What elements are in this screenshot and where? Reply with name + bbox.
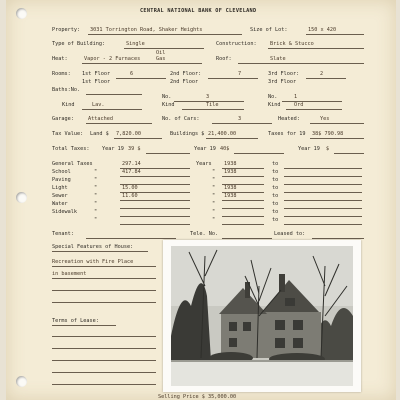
- assess-years: 1938: [224, 185, 237, 191]
- year2-value: 40$: [220, 146, 230, 152]
- assess-amount: 297.14: [122, 161, 141, 167]
- assess-label: Paving: [52, 177, 71, 183]
- leased-label: Leased to:: [274, 231, 306, 237]
- assess-to: to: [272, 185, 279, 191]
- assess-to: to: [272, 209, 279, 215]
- baths-kind-value: Lav.: [92, 102, 105, 108]
- assess-to: to: [272, 201, 279, 207]
- ditto-mark: ": [94, 217, 98, 223]
- punch-hole: [16, 376, 27, 387]
- total-taxes-label: Total Taxes:: [52, 146, 90, 152]
- tax-value-label: Tax Value:: [52, 131, 84, 137]
- rooms-3rd-label: 3rd Floor:: [268, 71, 300, 77]
- baths-kind2-value: Tile: [206, 102, 219, 108]
- lot-size-label: Size of Lot:: [250, 27, 288, 33]
- ditto-mark: ": [94, 209, 98, 215]
- garage-label: Garage:: [52, 116, 74, 122]
- ditto-mark: ": [212, 201, 216, 207]
- ditto-mark: ": [94, 193, 98, 199]
- house-photo: [171, 246, 353, 386]
- assess-amount: 417.84: [122, 169, 141, 175]
- heat-fuel-note: Oil: [156, 50, 166, 56]
- baths-kind2-label: Kind: [162, 102, 175, 108]
- roof-label: Roof:: [216, 56, 232, 62]
- house-photo-mount: [163, 240, 361, 392]
- punch-hole: [16, 192, 27, 203]
- rooms-2nd-label: 2nd Floor:: [170, 71, 202, 77]
- year3-value: $: [326, 146, 330, 152]
- ditto-mark: ": [212, 177, 216, 183]
- ditto-mark: ": [212, 217, 216, 223]
- rooms-1st-label-2: 1st Floor: [82, 79, 111, 85]
- baths-no2-value: 3: [206, 94, 210, 100]
- assess-label: Sidewalk: [52, 209, 77, 215]
- assess-label: General Taxes: [52, 161, 93, 167]
- buildings-label: Buildings $: [170, 131, 205, 137]
- baths-kind-label: Kind: [62, 102, 75, 108]
- assess-label: Water: [52, 201, 68, 207]
- baths-kind3-label: Kind: [268, 102, 281, 108]
- tenant-label: Tenant:: [52, 231, 74, 237]
- assess-to: to: [272, 169, 279, 175]
- buildings-value: 21,400.00: [208, 131, 237, 137]
- rooms-3rd-value: 2: [320, 71, 324, 77]
- house-photo-image: [171, 246, 353, 386]
- lot-size-value: 150 x 420: [308, 27, 337, 33]
- special-features-label: Special Features of House:: [52, 244, 134, 250]
- land-value: 7,820.00: [116, 131, 141, 137]
- property-label: Property:: [52, 27, 81, 33]
- assess-amount: 15.00: [122, 185, 138, 191]
- cars-value: 3: [238, 116, 242, 122]
- assess-amount: 11.60: [122, 193, 138, 199]
- tele-label: Tele. No.: [190, 231, 219, 237]
- rooms-1st-value: 6: [130, 71, 134, 77]
- assess-years: 1938: [224, 193, 237, 199]
- assess-label: Sewer: [52, 193, 68, 199]
- land-label: Land $: [90, 131, 109, 137]
- building-type-value: Single: [126, 41, 145, 47]
- selling-price: Selling Price $ 35,000.00: [158, 394, 237, 400]
- ditto-mark: ": [212, 209, 216, 215]
- assess-to: to: [272, 177, 279, 183]
- ditto-mark: ": [94, 177, 98, 183]
- construction-value: Brick & Stucco: [270, 41, 314, 47]
- ditto-mark: ": [212, 185, 216, 191]
- year3-label: Year 19: [298, 146, 320, 152]
- assess-years: 1938: [224, 161, 237, 167]
- ditto-mark: ": [212, 193, 216, 199]
- heated-value: Yes: [320, 116, 330, 122]
- ditto-mark: ": [212, 169, 216, 175]
- year2-label: Year 19: [194, 146, 216, 152]
- rooms-2nd-value: 7: [238, 71, 242, 77]
- building-type-label: Type of Building:: [52, 41, 106, 47]
- taxes-for-label: Taxes for 19: [268, 131, 306, 137]
- assess-to: to: [272, 217, 279, 223]
- construction-label: Construction:: [216, 41, 257, 47]
- assess-to: to: [272, 193, 279, 199]
- roof-value: Slate: [270, 56, 286, 62]
- rooms-1st-label: 1st Floor: [82, 71, 111, 77]
- year1-label: Year 19: [102, 146, 124, 152]
- ditto-mark: ": [94, 185, 98, 191]
- rooms-2nd-label-2: 2nd Floor: [170, 79, 199, 85]
- property-value: 3031 Torrington Road, Shaker Heights: [90, 27, 203, 33]
- rooms-3rd-label-2: 3rd Floor: [268, 79, 297, 85]
- special-line-1: Recreation with Fire Place: [52, 259, 134, 265]
- heat-label: Heat:: [52, 56, 68, 62]
- assess-label: Light: [52, 185, 68, 191]
- ditto-mark: ": [94, 201, 98, 207]
- heat-value: Vapor - 2 Furnaces: [84, 56, 141, 62]
- baths-no3-value: 1: [294, 94, 298, 100]
- garage-value: Attached: [88, 116, 113, 122]
- baths-no2-label: No.: [162, 94, 172, 100]
- baths-kind3-value: Ord: [294, 102, 304, 108]
- heated-label: Heated:: [278, 116, 300, 122]
- rooms-label: Rooms:: [52, 71, 71, 77]
- year1-value: 39 $: [128, 146, 141, 152]
- heat-fuel-value: Gas: [156, 56, 166, 62]
- property-record-card: [6, 0, 396, 400]
- cars-label: No. of Cars:: [162, 116, 200, 122]
- taxes-for-value: 38$ 790.98: [312, 131, 344, 137]
- baths-label: Baths:No.: [52, 87, 81, 93]
- bank-title: CENTRAL NATIONAL BANK OF CLEVELAND: [140, 8, 257, 14]
- assess-years-header: Years: [196, 161, 212, 167]
- ditto-mark: ": [94, 169, 98, 175]
- assess-years: 1938: [224, 169, 237, 175]
- assess-label: School: [52, 169, 71, 175]
- punch-hole: [16, 8, 27, 19]
- assess-to: to: [272, 161, 279, 167]
- baths-no3-label: No.: [268, 94, 278, 100]
- special-line-2: in basement: [52, 271, 87, 277]
- terms-of-lease-label: Terms of Lease:: [52, 318, 99, 324]
